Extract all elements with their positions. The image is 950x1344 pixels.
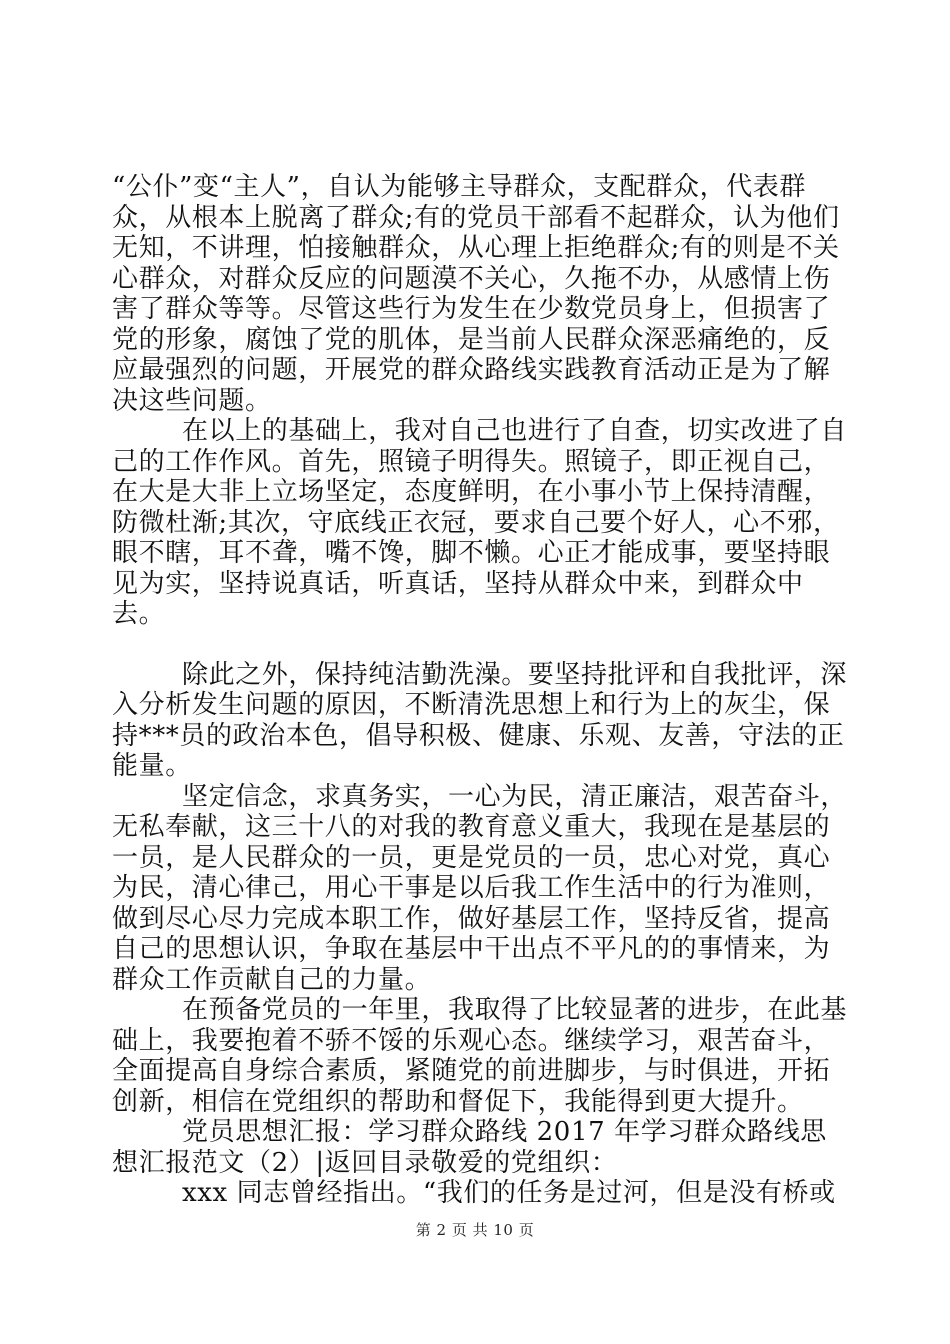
paragraph-3: 除此之外，保持纯洁勤洗澡。要坚持批评和自我批评，深入分析发生问题的原因，不断清洗思想上和行为上的灰尘，保持***员的政治本色，倡导积极、健康、乐观、友善，守法的正能量。 bbox=[112, 659, 848, 781]
page-number-footer: 第 2 页 共 10 页 bbox=[415, 1221, 535, 1239]
paragraph-6-heading: 党员思想汇报：学习群众路线 2017 年学习群众路线思想汇报范文（2）|返回目录敬爱的党组织： bbox=[112, 1117, 827, 1178]
paragraph-2: 在以上的基础上，我对自己也进行了自查，切实改进了自己的工作作风。首先，照镜子明得失。照镜子，即正视自己，在大是大非上立场坚定，态度鲜明，在小事小节上保持清醒，防微杜渐;其次，守底线正衣冠，要求自己要个好人，心不邪，眼不瞎，耳不聋，嘴不馋，脚不懒。心正才能成事，要坚持眼见为实，坚持说真话，听真话，坚持从群众中来，到群众中去。 bbox=[112, 416, 848, 629]
paragraph-7: xxx 同志曾经指出。“我们的任务是过河，但是没有桥或 bbox=[182, 1178, 836, 1208]
paragraph-1: “公仆”变“主人”，自认为能够主导群众，支配群众，代表群众，从根本上脱离了群众;有的党员干部看不起群众，认为他们无知，不讲理，怕接触群众，从心理上拒绝群众;有的则是不关心群众，对群众反应的问题漠不关心，久拖不办，从感情上伤害了群众等等。尽管这些行为发生在少数党员身上，但损害了党的形象，腐蚀了党的肌体，是当前人民群众深恶痛绝的，反应最强烈的问题，开展党的群众路线实践教育活动正是为了解决这些问题。 bbox=[112, 172, 840, 416]
paragraph-4: 坚定信念，求真务实，一心为民，清正廉洁，艰苦奋斗，无私奉献，这三十八的对我的教育意义重大，我现在是基层的一员，是人民群众的一员，更是党员的一员，忠心对党，真心为民，清心律己，用心干事是以后我工作生活中的行为准则，做到尽心尽力完成本职工作，做好基层工作，坚持反省，提高自己的思想认识，争取在基层中干出点不平凡的的事情来，为群众工作贡献自己的力量。 bbox=[112, 781, 848, 995]
document-body bbox=[112, 172, 852, 1209]
paragraph-5: 在预备党员的一年里，我取得了比较显著的进步，在此基础上，我要抱着不骄不馁的乐观心态。继续学习，艰苦奋斗，全面提高自身综合素质，紧随党的前进脚步，与时俱进，开拓创新，相信在党组织的帮助和督促下，我能得到更大提升。 bbox=[112, 995, 848, 1117]
